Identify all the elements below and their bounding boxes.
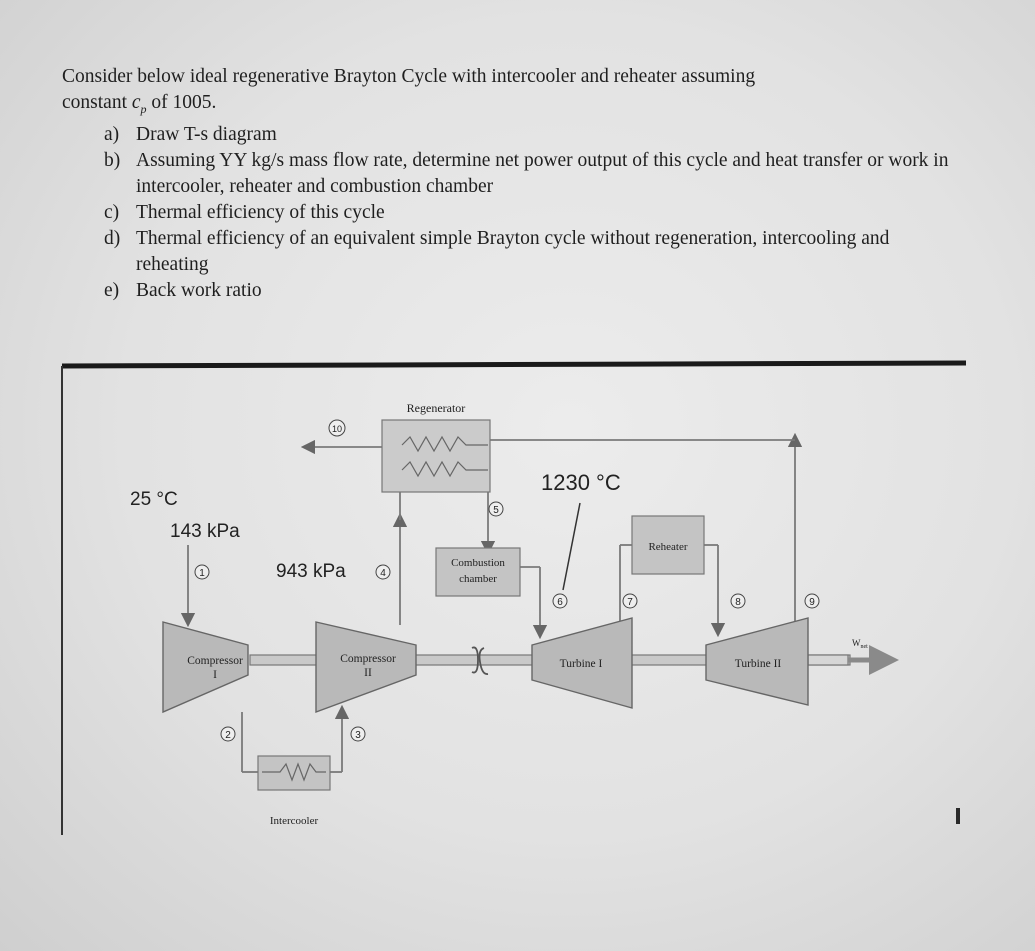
state-4-marker — [376, 565, 390, 579]
svg-text:7: 7 — [627, 597, 633, 608]
frame-top-line — [62, 363, 966, 366]
compressor-1 — [163, 622, 248, 712]
svg-text:4: 4 — [380, 568, 386, 579]
svg-text:II: II — [364, 667, 372, 679]
state-8-marker — [731, 594, 745, 608]
part-e: e) Back work ratio — [104, 279, 262, 301]
turbine-inlet-temp-label: 1230 °C — [541, 470, 621, 495]
svg-text:10: 10 — [331, 424, 343, 434]
compressor-1-label: Compressor — [187, 655, 243, 667]
combustion-label-1: Combustion — [451, 557, 505, 569]
cp-symbol: $c_p$ — [131, 92, 147, 116]
intro-value: of 1005. — [151, 92, 217, 113]
reheater-label: Reheater — [648, 541, 688, 553]
combustion-chamber — [436, 548, 520, 596]
shaft-end — [808, 655, 848, 665]
state-7-marker — [623, 594, 637, 608]
state-9-marker — [805, 594, 819, 608]
part-c: c) Thermal efficiency of this cycle — [104, 201, 385, 223]
intro-line-1: Consider below ideal regenerative Brayton Cycle with intercooler and reheater assuming — [62, 66, 756, 87]
state-10-marker — [329, 420, 345, 436]
intro-constant: constant — [62, 92, 127, 113]
regenerator — [382, 420, 490, 492]
turbine-1-label: Turbine I — [559, 658, 603, 670]
inlet-temp-label: 25 °C — [130, 489, 178, 510]
part-b: b) Assuming YY kg/s mass flow rate, determine net power output of this cycle and heat transfer or work in intercooler, reheater and combustion chamber — [104, 149, 949, 197]
state-2-marker — [221, 727, 235, 741]
svg-text:5: 5 — [493, 505, 499, 516]
svg-text:I: I — [213, 669, 217, 681]
part-a: a) Draw T-s diagram — [104, 123, 277, 145]
combustion-label-2: chamber — [459, 573, 497, 585]
wnet-label: $W_{net}$ — [852, 638, 868, 650]
svg-text:3: 3 — [355, 730, 361, 741]
state4-pressure-label: 943 kPa — [276, 561, 346, 582]
svg-text:9: 9 — [809, 597, 815, 608]
stray-mark — [956, 808, 960, 824]
temp-leader-line — [563, 503, 580, 590]
intercooler-label: Intercooler — [269, 815, 319, 827]
state-6-marker — [553, 594, 567, 608]
svg-text:1: 1 — [199, 568, 205, 579]
state-3-marker — [351, 727, 365, 741]
svg-text:6: 6 — [557, 597, 563, 608]
turbine-2-label: Turbine II — [734, 658, 782, 670]
regenerator-label: Regenerator — [406, 401, 466, 415]
part-d: d) Thermal efficiency of an equivalent simple Brayton cycle without regeneration, intercooling and reheating — [104, 227, 890, 275]
compressor-2-label: Compressor — [340, 653, 396, 665]
inlet-pressure-label: 143 kPa — [170, 521, 240, 542]
state-5-marker — [489, 502, 503, 516]
state-1-marker — [195, 565, 209, 579]
svg-text:8: 8 — [735, 597, 741, 608]
svg-text:2: 2 — [225, 730, 231, 741]
